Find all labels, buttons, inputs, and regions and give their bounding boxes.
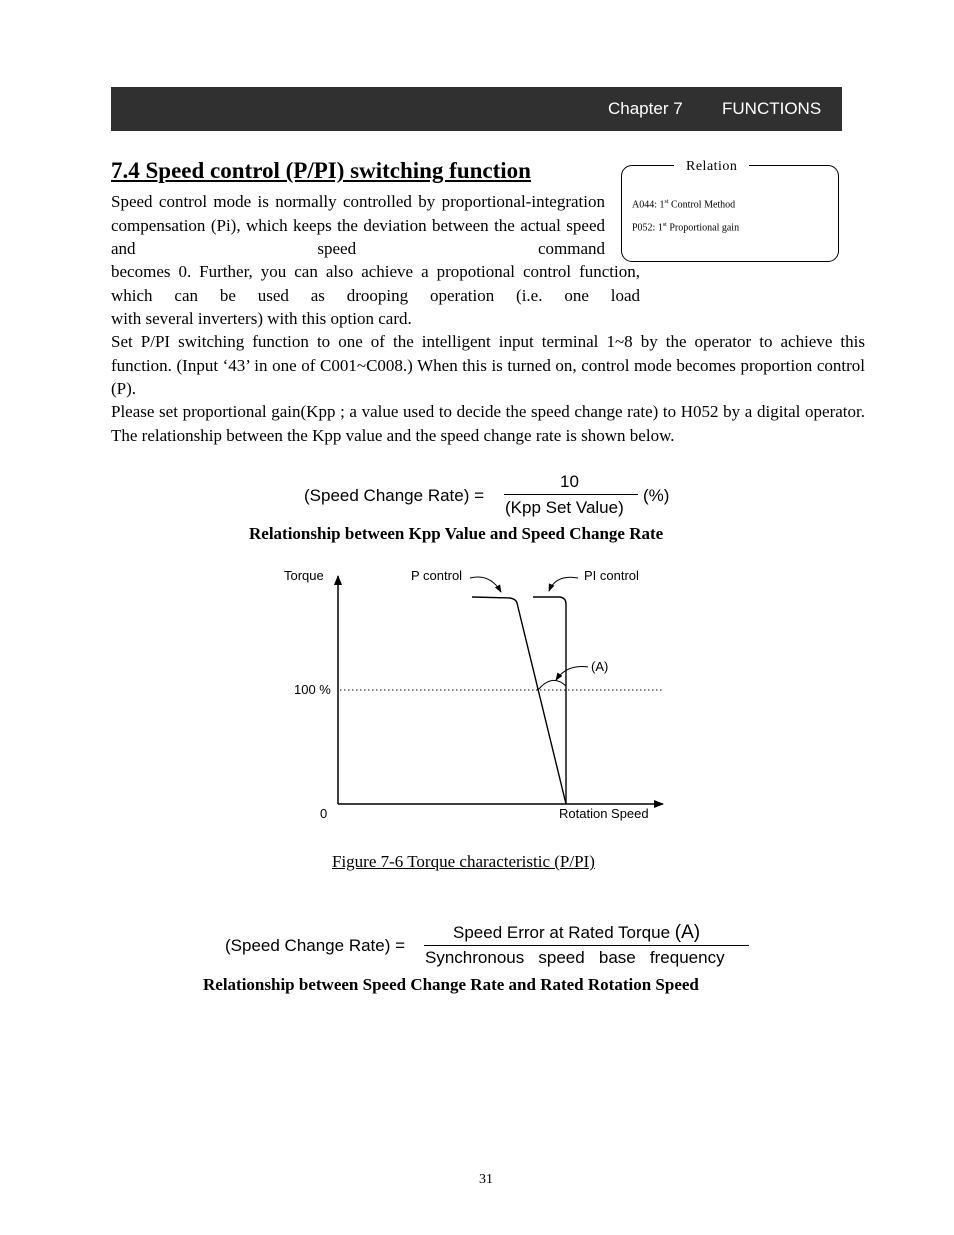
relation-item-p052: P052: 1st Proportional gain <box>632 222 740 234</box>
page-number: 31 <box>479 1172 493 1187</box>
torque-characteristic-figure <box>270 560 690 835</box>
paragraph-1-part-3: with several inverters) with this option card. <box>111 309 412 328</box>
relation-box-title: Relation <box>674 159 749 175</box>
equation2-numerator-mark: (A) <box>674 922 701 943</box>
equation1-denominator: (Kpp Set Value) <box>505 498 624 517</box>
x-axis-label: Rotation Speed <box>559 806 649 821</box>
y-axis-label: Torque <box>284 568 324 583</box>
figure-caption: Figure 7-6 Torque characteristic (P/PI) <box>332 852 595 871</box>
equation1-lhs: (Speed Change Rate) = <box>304 486 485 505</box>
equation2-numerator: Speed Error at Rated Torque (A) <box>453 922 701 943</box>
equation2-denominator: Synchronous speed base frequency <box>425 948 725 967</box>
rated-torque-label: 100 % <box>294 682 331 697</box>
relation-box <box>621 159 839 262</box>
equation2-fraction-bar <box>424 945 749 946</box>
chapter-header-bar <box>111 87 842 131</box>
angle-a-arc <box>538 680 566 690</box>
relation-item-a044: A044: 1st Control Method <box>632 199 736 211</box>
pi-control-pointer-arrow <box>549 577 578 591</box>
paragraph-1-part-2: becomes 0. Further, you can also achieve a propotional control function, which can be used as drooping operation (i.e. one load <box>111 262 640 305</box>
equation1-caption: Relationship between Kpp Value and Speed Change Rate <box>249 524 664 543</box>
equation1-numerator: 10 <box>560 472 579 491</box>
chapter-label: Chapter 7 <box>608 99 683 118</box>
paragraph-1-part-1: Speed control mode is normally controlled by proportional-integration compensation (Pi), which keeps the deviation between the actual speed and speed command <box>111 192 605 258</box>
pi-control-label: PI control <box>584 568 639 583</box>
pi-control-curve <box>533 597 566 804</box>
a-label: (A) <box>591 659 609 674</box>
paragraph-3: Please set proportional gain(Kpp ; a value used to decide the speed change rate) to H052 by a digital operator. The relationship between the Kpp value and the speed change rate is shown below. <box>111 402 865 445</box>
p-control-label: P control <box>411 568 463 583</box>
a-pointer-arrow <box>556 667 588 680</box>
equation2-lhs: (Speed Change Rate) = <box>225 936 406 955</box>
equation1-fraction-bar <box>504 494 638 495</box>
p-control-curve <box>472 597 566 804</box>
p-control-pointer-arrow <box>470 577 501 592</box>
paragraph-2: Set P/PI switching function to one of the intelligent input terminal 1~8 by the operator to achieve this function. (Input ‘43’ in one of C001~C008.) When this is turned on, control mode becomes proportion control (P). <box>111 332 865 398</box>
section-name-label: FUNCTIONS <box>722 99 822 118</box>
equation2-caption: Relationship between Speed Change Rate and Rated Rotation Speed <box>203 975 699 994</box>
origin-label: 0 <box>320 806 328 821</box>
section-title: 7.4 Speed control (P/PI) switching function <box>111 158 531 183</box>
equation1-unit: (%) <box>643 486 670 505</box>
